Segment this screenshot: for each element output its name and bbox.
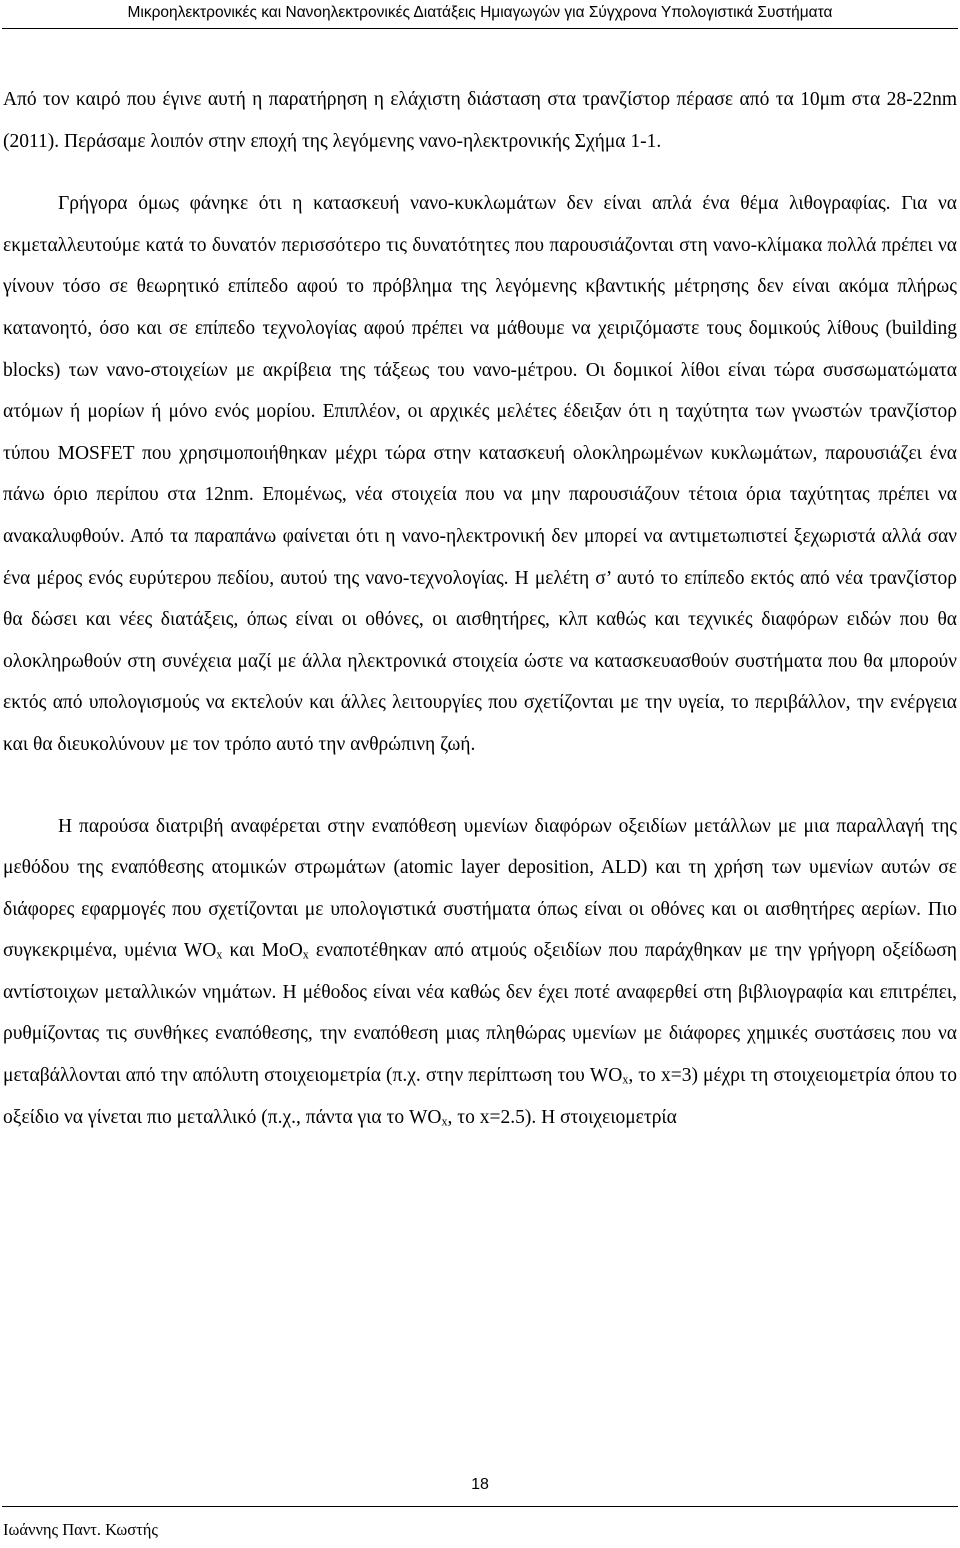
subscript-x: x <box>216 947 223 962</box>
subscript-x: x <box>441 1114 448 1129</box>
paragraph-3-part-a: Η παρούσα διατριβή αναφέρεται στην εναπόθεση υμενίων διαφόρων οξειδίων μετάλλων με μια παραλλαγή της μεθόδου της εναπόθεσης ατομικών στρωμάτων (atomic layer deposition, ALD) και τη χρήση των υμενίων αυτών σε διάφορες εφαρμογές που σχετίζονται με υπολογιστικά συστήματα όπως είναι οι οθόνες και οι αισθητήρες αερίων. Πιο συγκεκριμένα, υμένια WO <box>3 815 957 962</box>
paragraph-3 <box>3 806 957 1139</box>
subscript-x: x <box>622 1072 629 1087</box>
paragraph-1: Από τον καιρό που έγινε αυτή η παρατήρηση η ελάχιστη διάσταση στα τρανζίστορ πέρασε από τα 10μm στα 28-22nm (2011). Περάσαμε λοιπόν στην εποχή της λεγόμενης νανο-ηλεκτρονικής Σχήμα 1-1. <box>3 89 957 152</box>
paragraph-2: Γρήγορα όμως φάνηκε ότι η κατασκευή νανο-κυκλωμάτων δεν είναι απλά ένα θέμα λιθογραφίας. Για να εκμεταλλευτούμε κατά το δυνατόν περισσότερο τις δυνατότητες που παρουσιάζονται στη νανο-κλίμακα πολλά πρέπει να γίνουν τόσο σε θεωρητικό επίπεδο αφού το πρόβλημα της λεγόμενης κβαντικής μέτρησης δεν είναι ακόμα πλήρως κατανοητό, όσο και σε επίπεδο τεχνολογίας αφού πρέπει να μάθουμε να χειριζόμαστε τους δομικούς λίθους (building blocks) των νανο-στοιχείων με ακρίβεια της τάξεως του νανο-μέτρου. Οι δομικοί λίθοι είναι τώρα συσσωματώματα ατόμων ή μορίων ή μόνο ενός μορίου. Επιπλέον, οι αρχικές μελέτες έδειξαν ότι η ταχύτητα των γνωστών τρανζίστορ τύπου MOSFET που χρησιμοποιήθηκαν μέχρι τώρα στην κατασκευή ολοκληρωμένων κυκλωμάτων, παρουσιάζει ένα πάνω όριο περίπου στα 12nm. Επομένως, νέα στοιχεία που να μην παρουσιάζουν τέτοια όρια ταχύτητας πρέπει να ανακαλυφθούν. Από τα παραπάνω φαίνεται ότι η νανο-ηλεκτρονική δεν μπορεί να αντιμετωπιστεί ξεχωριστά αλλά σαν ένα μέρος ενός ευρύτερου πεδίου, αυτού της νανο-τεχνολογίας. Η μελέτη σ’ αυτό το επίπεδο εκτός από νέα τρανζίστορ θα δώσει και νέες διατάξεις, όπως είναι οι οθόνες, οι αισθητήρες, κλπ καθώς και τεχνικές διαφόρων ειδών που θα ολοκληρωθούν στη συνέχεια μαζί με άλλα ηλεκτρονικά στοιχεία ώστε να κατασκευασθούν συστήματα που θα μπορούν εκτός από υπολογισμούς να εκτελούν και άλλες λειτουργίες που σχετίζονται με την υγεία, το περιβάλλον, την ενέργεια και θα διευκολύνουν με τον τρόπο αυτό την ανθρώπινη ζωή. <box>3 193 957 755</box>
page-number: 18 <box>471 1476 489 1493</box>
subscript-x: x <box>302 947 309 962</box>
running-footer-author: Ιωάννης Παντ. Κωστής <box>3 1520 158 1539</box>
paragraph-3-part-b: και MoO <box>222 940 303 962</box>
body-text <box>3 79 957 1138</box>
paragraph-3-part-d: , το x=3) μέχρι τη στοιχειομετρία όπου το οξείδιο να γίνεται πιο μεταλλικό (π.χ., πάντα για το WO <box>3 1065 957 1128</box>
running-header: Μικροηλεκτρονικές και Νανοηλεκτρονικές Διατάξεις Ημιαγωγών για Σύγχρονα Υπολογιστικά Συστήματα <box>127 4 833 21</box>
paragraph-3-part-e: , το x=2.5). Η στοιχειομετρία <box>447 1106 677 1128</box>
paragraph-3-part-c: εναποτέθηκαν από ατμούς οξειδίων που παράχθηκαν με την γρήγορη οξείδωση αντίστοιχων μεταλλικών νημάτων. Η μέθοδος είναι νέα καθώς δεν έχει ποτέ αναφερθεί στη βιβλιογραφία και επιτρέπει, ρυθμίζοντας τις συνθήκες εναπόθεσης, την εναπόθεση μιας πληθώρας υμενίων με διάφορες χημικές συστάσεις που να μεταβάλλονται από την απόλυτη στοιχειομετρία (π.χ. στην περίπτωση του WO <box>3 940 957 1087</box>
footer-rule <box>2 1506 958 1507</box>
header-rule <box>2 28 958 29</box>
